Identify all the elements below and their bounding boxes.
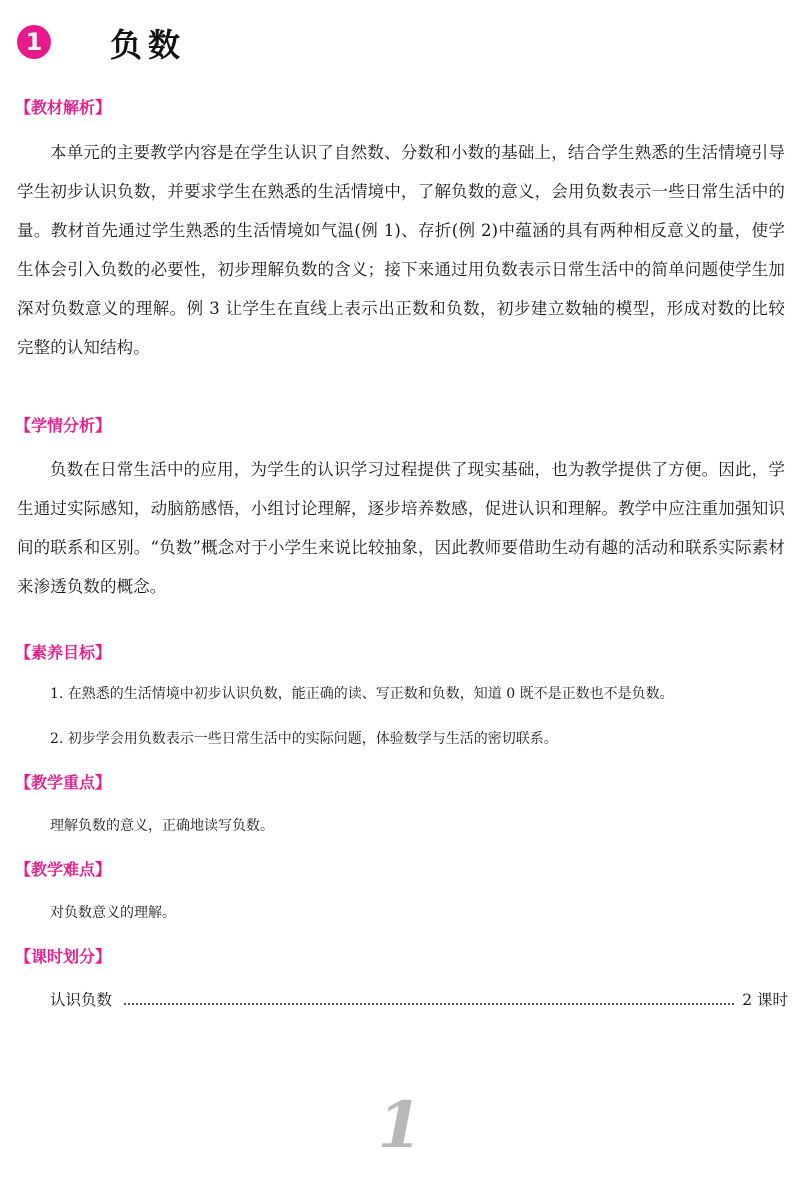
- schedule-entry: [50, 988, 788, 1010]
- learner-analysis-paragraph: 负数在日常生活中的应用，为学生的认识学习过程提供了现实基础，也为教学提供了方便。因此，学生通过实际感知，动脑筋感悟，小组讨论理解，逐步培养数感，促进认识和理解。教学中应注重加强知识间的联系和区别。“负数”概念对于小学生来说比较抽象，因此教师要借助生动有趣的活动和联系实际素材来渗透负数的概念。: [17, 460, 785, 596]
- unit-title: 负数: [110, 26, 187, 64]
- dot-leader: [124, 1003, 734, 1005]
- section-label-goals: 【素养目标】: [15, 643, 112, 662]
- schedule-entry-name: 认识负数: [50, 991, 113, 1009]
- section-label-learner: 【学情分析】: [15, 416, 112, 435]
- section-label-textbook: 【教材解析】: [15, 98, 112, 117]
- schedule-entry-hours: 2 课时: [742, 991, 788, 1009]
- section-label-schedule: 【课时划分】: [15, 947, 112, 966]
- section-label-difficulties: 【教学难点】: [15, 860, 112, 879]
- difficulties-text: 对负数意义的理解。: [50, 905, 176, 921]
- goal-item: 1. 在熟悉的生活情境中初步认识负数，能正确的读、写正数和负数，知道 0 既不是正数也不是负数。: [50, 686, 674, 702]
- goal-item: 2. 初步学会用负数表示一些日常生活中的实际问题，体验数学与生活的密切联系。: [50, 731, 558, 747]
- section-label-key-points: 【教学重点】: [15, 773, 112, 792]
- unit-number-badge: 1: [17, 25, 51, 59]
- page-number: 1: [377, 1088, 423, 1163]
- textbook-analysis-paragraph: 本单元的主要教学内容是在学生认识了自然数、分数和小数的基础上，结合学生熟悉的生活情境引导学生初步认识负数，并要求学生在熟悉的生活情境中，了解负数的意义，会用负数表示一些日常生活中的量。教材首先通过学生熟悉的生活情境如气温(例 1)、存折(例 2)中蕴涵的具有两种相反意义的量，使学生体会引入负数的必要性，初步理解负数的含义；接下来通过用负数表示日常生活中的简单问题使学生加深对负数意义的理解。例 3 让学生在直线上表示出正数和负数，初步建立数轴的模型，形成对数的比较完整的认知结构。: [17, 143, 785, 357]
- key-points-text: 理解负数的意义，正确地读写负数。: [50, 818, 274, 834]
